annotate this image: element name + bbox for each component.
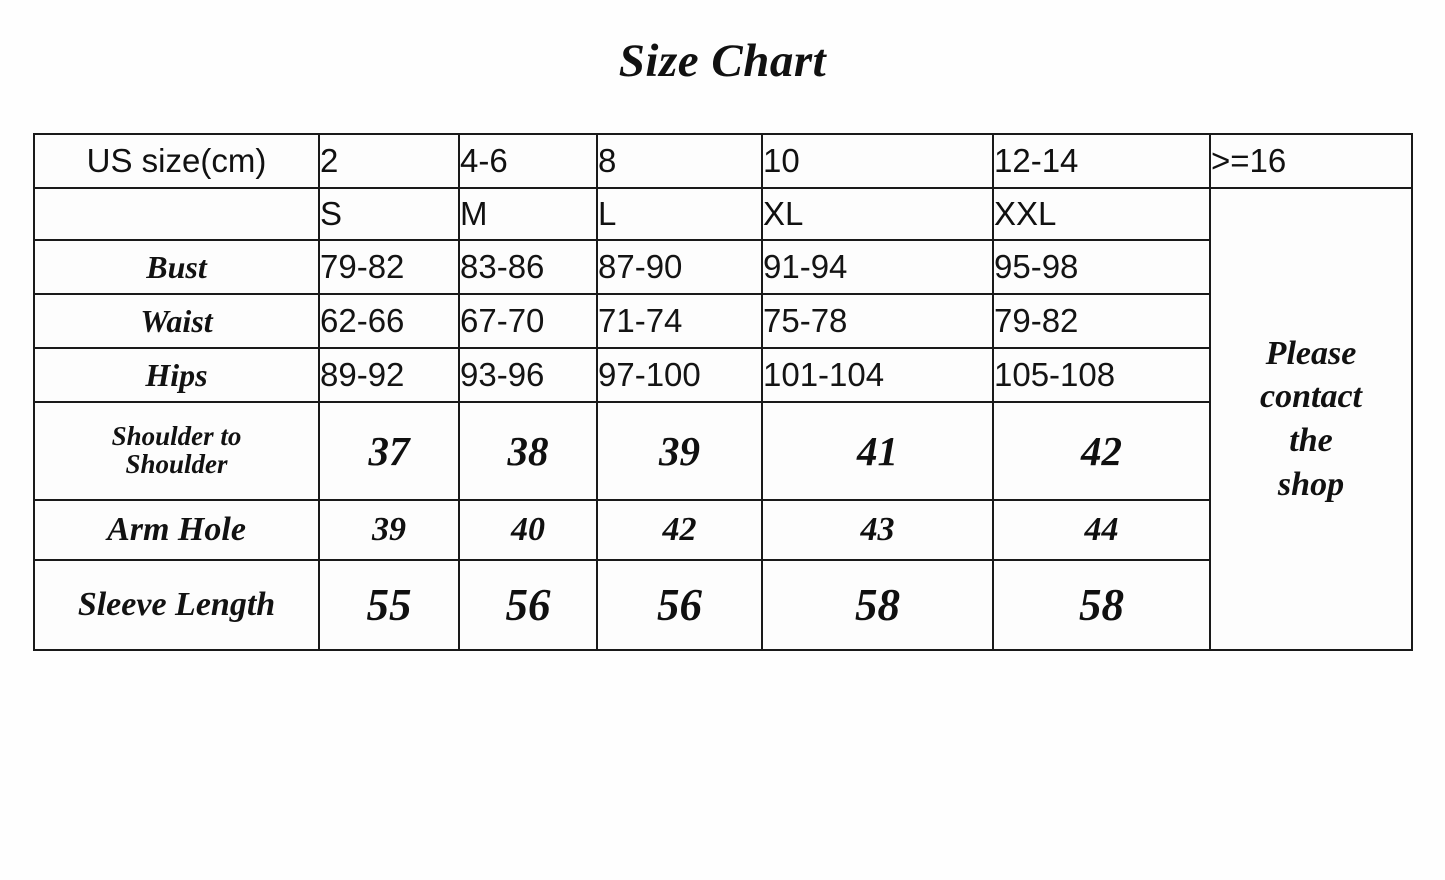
- header-us-16-plus: >=16: [1210, 134, 1412, 188]
- size-chart-table: [33, 133, 1413, 651]
- sleeve-value-xxl: 58: [993, 560, 1210, 650]
- hips-value-m: 93-96: [459, 348, 597, 402]
- waist-value-s: 62-66: [319, 294, 459, 348]
- row-label-sleeve-length: Sleeve Length: [34, 560, 319, 650]
- hips-value-l: 97-100: [597, 348, 762, 402]
- contact-note-line-2: contact: [1260, 378, 1362, 416]
- letter-size-blank-label: [34, 188, 319, 240]
- hips-value-xl: 101-104: [762, 348, 993, 402]
- row-label-hips: Hips: [34, 348, 319, 402]
- row-label-shoulder-to-shoulder: [34, 402, 319, 500]
- armhole-value-m: 40: [459, 500, 597, 560]
- sleeve-value-s: 55: [319, 560, 459, 650]
- header-us-size-label: US size(cm): [34, 134, 319, 188]
- bust-value-s: 79-82: [319, 240, 459, 294]
- bust-value-xxl: 95-98: [993, 240, 1210, 294]
- waist-value-xxl: 79-82: [993, 294, 1210, 348]
- table-row-letter-size: [34, 188, 1412, 240]
- contact-note-line-4: shop: [1277, 465, 1345, 503]
- table-row-hips: [34, 348, 1412, 402]
- contact-note-line-1: Please: [1265, 334, 1357, 372]
- table-row-bust: [34, 240, 1412, 294]
- shoulder-value-xxl: 42: [993, 402, 1210, 500]
- header-us-4-6: 4-6: [459, 134, 597, 188]
- table-row-sleeve-length: [34, 560, 1412, 650]
- sleeve-value-m: 56: [459, 560, 597, 650]
- row-label-bust: Bust: [34, 240, 319, 294]
- page-title: Size Chart: [618, 35, 827, 87]
- armhole-value-s: 39: [319, 500, 459, 560]
- letter-size-xxl: XXL: [993, 188, 1210, 240]
- sleeve-value-xl: 58: [762, 560, 993, 650]
- shoulder-value-l: 39: [597, 402, 762, 500]
- waist-value-xl: 75-78: [762, 294, 993, 348]
- bust-value-l: 87-90: [597, 240, 762, 294]
- size-chart-table-wrapper: [33, 133, 1411, 651]
- contact-note-line-3: the: [1289, 422, 1333, 459]
- letter-size-xl: XL: [762, 188, 993, 240]
- table-row-shoulder-to-shoulder: [34, 402, 1412, 500]
- bust-value-xl: 91-94: [762, 240, 993, 294]
- shoulder-value-m: 38: [459, 402, 597, 500]
- hips-value-xxl: 105-108: [993, 348, 1210, 402]
- waist-value-m: 67-70: [459, 294, 597, 348]
- shoulder-label-line-1: Shoulder to: [111, 421, 242, 452]
- header-us-8: 8: [597, 134, 762, 188]
- letter-size-m: M: [459, 188, 597, 240]
- table-row-waist: [34, 294, 1412, 348]
- armhole-value-xxl: 44: [993, 500, 1210, 560]
- contact-shop-note: [1210, 188, 1412, 650]
- armhole-value-xl: 43: [762, 500, 993, 560]
- row-label-arm-hole: Arm Hole: [34, 500, 319, 560]
- shoulder-label-line-2: Shoulder: [125, 449, 228, 479]
- shoulder-value-xl: 41: [762, 402, 993, 500]
- letter-size-s: S: [319, 188, 459, 240]
- bust-value-m: 83-86: [459, 240, 597, 294]
- shoulder-value-s: 37: [319, 402, 459, 500]
- table-row-arm-hole: [34, 500, 1412, 560]
- sleeve-value-l: 56: [597, 560, 762, 650]
- letter-size-l: L: [597, 188, 762, 240]
- waist-value-l: 71-74: [597, 294, 762, 348]
- header-us-10: 10: [762, 134, 993, 188]
- row-label-waist: Waist: [34, 294, 319, 348]
- header-us-2: 2: [319, 134, 459, 188]
- header-us-12-14: 12-14: [993, 134, 1210, 188]
- hips-value-s: 89-92: [319, 348, 459, 402]
- armhole-value-l: 42: [597, 500, 762, 560]
- table-row-us-size: [34, 134, 1412, 188]
